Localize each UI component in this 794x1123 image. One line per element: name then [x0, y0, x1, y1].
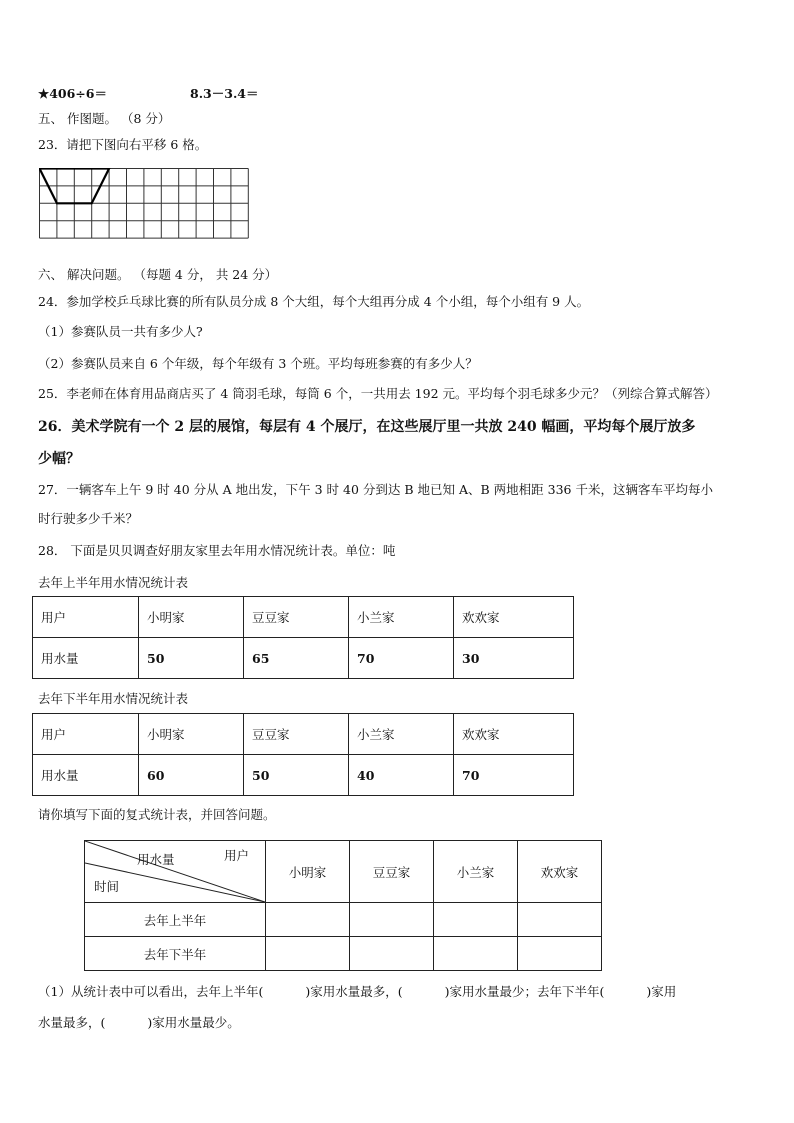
table1-data-row: [33, 638, 574, 679]
corner-label-time: 时间: [94, 879, 120, 894]
table-cell: 65: [244, 638, 349, 679]
question-26-line-2: 少幅？: [38, 451, 80, 467]
q1-text: 水量最多，(: [38, 1015, 106, 1030]
question-1-line-2: [38, 1013, 240, 1031]
grid-figure: [39, 168, 249, 256]
column-header: 豆豆家: [350, 841, 434, 903]
blank-cell[interactable]: [434, 937, 518, 971]
table-cell: 小兰家: [349, 714, 454, 755]
table2: [32, 713, 574, 796]
table-cell: 用户: [33, 597, 139, 638]
blank-cell[interactable]: [518, 903, 602, 937]
table-cell: 欢欢家: [454, 597, 574, 638]
table1-title: 去年上半年用水情况统计表: [38, 575, 189, 590]
table2-title: 去年下半年用水情况统计表: [38, 691, 189, 706]
table-cell: 用户: [33, 714, 139, 755]
section5-title: 五、 作图题。 （8 分）: [38, 111, 171, 126]
question-25: 25．李老师在体育用品商店买了 4 筒羽毛球，每筒 6 个，一共用去 192 元。平均每个羽毛球多少元？（列综合算式解答）: [38, 386, 718, 401]
table-cell: 用水量: [33, 755, 139, 796]
table-cell: 欢欢家: [454, 714, 574, 755]
table-cell: 30: [454, 638, 574, 679]
blank-cell[interactable]: [518, 937, 602, 971]
table-cell: 70: [349, 638, 454, 679]
table-cell: 小明家: [139, 597, 244, 638]
column-header: 小兰家: [434, 841, 518, 903]
question-26-line-1: 26．美术学院有一个 2 层的展馆，每层有 4 个展厅，在这些展厅里一共放 240 幅画，平均每个展厅放多: [38, 419, 696, 435]
table-cell: 50: [139, 638, 244, 679]
table-cell: 豆豆家: [244, 597, 349, 638]
table1-header-row: [33, 597, 574, 638]
question-1-line-1: [38, 982, 676, 1000]
blank-cell[interactable]: [350, 937, 434, 971]
blank-cell[interactable]: [350, 903, 434, 937]
question-24-part-1: （1）参赛队员一共有多少人?: [38, 324, 203, 339]
row-header: 去年下半年: [85, 937, 266, 971]
q1-text: )家用水量最少。: [147, 1015, 240, 1030]
blank-cell[interactable]: [266, 937, 350, 971]
table2-header-row: [33, 714, 574, 755]
compound-table: [84, 840, 602, 971]
table-cell: 豆豆家: [244, 714, 349, 755]
compound-row: [85, 903, 602, 937]
corner-label-users: 用户: [224, 848, 250, 863]
question-24: 24．参加学校乒乓球比赛的所有队员分成 8 个大组，每个大组再分成 4 个小组，每个小组有 9 人。: [38, 294, 590, 309]
blank-cell[interactable]: [434, 903, 518, 937]
q1-text: )家用水量最多，(: [305, 984, 403, 999]
compound-header-row: [85, 841, 602, 903]
question-27-line-1: 27．一辆客车上午 9 时 40 分从 A 地出发，下午 3 时 40 分到达 B 地已知 A、B 两地相距 336 千米，这辆客车平均每小: [38, 482, 713, 497]
calc-item-1: ★406÷6＝: [38, 86, 107, 101]
diagonal-header-cell: [85, 841, 266, 903]
translation-grid: [39, 168, 249, 259]
question-27-line-2: 时行驶多少千米？: [38, 511, 139, 526]
table-cell: 小明家: [139, 714, 244, 755]
table-cell: 40: [349, 755, 454, 796]
fill-instruction: 请你填写下面的复式统计表，并回答问题。: [38, 807, 276, 822]
q1-text: （1）从统计表中可以看出，去年上半年(: [38, 984, 264, 999]
column-header: 欢欢家: [518, 841, 602, 903]
blank-cell[interactable]: [266, 903, 350, 937]
table1: [32, 596, 574, 679]
row-header: 去年上半年: [85, 903, 266, 937]
table-cell: 60: [139, 755, 244, 796]
compound-row: [85, 937, 602, 971]
q1-text: )家用: [646, 984, 677, 999]
table-cell: 50: [244, 755, 349, 796]
column-header: 小明家: [266, 841, 350, 903]
question-24-part-2: （2）参赛队员来自 6 个年级，每个年级有 3 个班。平均每班参赛的有多少人？: [38, 356, 478, 371]
q1-text: )家用水量最少；去年下半年(: [444, 984, 605, 999]
question-23: 23．请把下图向右平移 6 格。: [38, 137, 208, 152]
table-cell: 用水量: [33, 638, 139, 679]
corner-label-amount: 用水量: [137, 852, 175, 867]
section6-title: 六、 解决问题。 （每题 4 分， 共 24 分）: [38, 267, 278, 282]
table2-data-row: [33, 755, 574, 796]
table-cell: 小兰家: [349, 597, 454, 638]
table-cell: 70: [454, 755, 574, 796]
question-28: 28． 下面是贝贝调查好朋友家里去年用水情况统计表。单位：吨: [38, 543, 396, 558]
calc-item-2: 8.3－3.4＝: [190, 86, 259, 101]
